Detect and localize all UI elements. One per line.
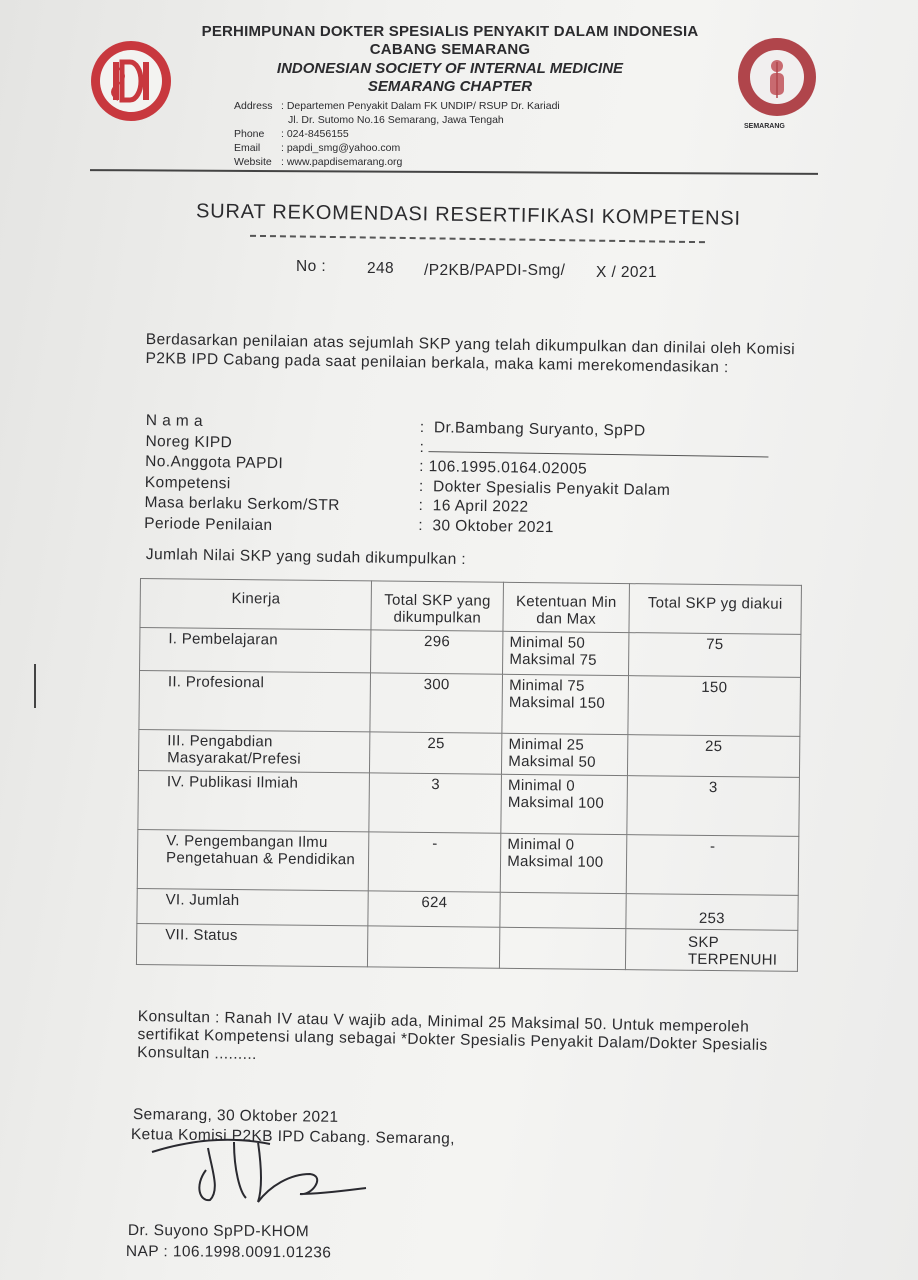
number-code: /P2KB/PAPDI-Smg/ (424, 262, 566, 279)
papdi-seal-icon (736, 36, 818, 118)
address-line1: : Departemen Penyakit Dalam FK UNDIP/ RSUP Dr. Kariadi (281, 100, 560, 112)
intro-paragraph: Berdasarkan penilaian atas sejumlah SKP yang telah dikumpulkan dan dinilai oleh Komisi P2KB IPD Cabang pada saat penilaian berkala, maka kami merekomendasikan : (145, 330, 796, 377)
phone-value: : 024-8456155 (281, 128, 349, 140)
signer-name: Dr. Suyono SpPD-KHOM (127, 1222, 310, 1241)
skp-table (136, 578, 802, 972)
header-divider (90, 169, 818, 175)
table-header-row (140, 579, 801, 635)
field-label-kompetensi: Kompetensi (144, 473, 231, 492)
seal-caption: SEMARANG (744, 123, 785, 130)
table-row: I. Pembelajaran 296 Minimal 50 Maksimal 75 75 (140, 628, 801, 678)
org-name-id: PERHIMPUNAN DOKTER SPESIALIS PENYAKIT DALAM INDONESIA (201, 23, 699, 40)
field-value-kompetensi: Dokter Spesialis Penyakit Dalam (432, 477, 671, 499)
table-row: II. Profesional 300 Minimal 75 Maksimal 150 150 (139, 671, 801, 737)
consultant-note: Konsultan : Ranah IV atau V wajib ada, Minimal 25 Maksimal 50. Untuk memperoleh sertifikat Kompetensi ulang sebagai *Dokter Spesialis Penyakit Dalam/Dokter Spesialis Konsultan ......... (137, 1008, 768, 1064)
col-diakui: Total SKP yg diakui (629, 584, 802, 635)
field-value-masa: 16 April 2022 (432, 497, 529, 516)
identity-labels (144, 411, 341, 537)
field-value-periode: 30 Oktober 2021 (432, 516, 555, 536)
email-label: Email (234, 142, 261, 154)
table-row: III. Pengabdian Masyarakat/Prefesi 25 Minimal 25 Maksimal 50 25 (138, 729, 799, 777)
website-value: : www.papdisemarang.org (281, 156, 403, 168)
org-name-en: INDONESIAN SOCIETY OF INTERNAL MEDICINE (276, 60, 624, 77)
number-period: X / 2021 (596, 264, 657, 281)
website-label: Website (234, 156, 272, 168)
margin-mark (34, 664, 36, 708)
title-underline (250, 235, 705, 243)
signature-icon (150, 1130, 380, 1220)
col-kinerja: Kinerja (140, 579, 372, 630)
identity-values: : Dr.Bambang Suryanto, SpPD : : 106.1995.0164.02005 : Dokter Spesialis Penyakit Dalam : 16 April 2022 : 30 Oktober 2021 (418, 418, 769, 540)
field-label-nama: N a m a (145, 411, 204, 430)
table-row: VII. Status SKP TERPENUHI (136, 923, 797, 971)
field-label-anggota: No.Anggota PAPDI (145, 452, 284, 473)
address-label: Address (234, 100, 273, 112)
table-row: VI. Jumlah 624 253 (137, 888, 798, 930)
number-label: No : (296, 258, 327, 275)
address-line2: Jl. Dr. Sutomo No.16 Semarang, Jawa Tengah (288, 114, 504, 126)
number-value: 248 (367, 260, 395, 277)
col-total: Total SKP yang dikumpulkan (371, 581, 503, 631)
doc-title: SURAT REKOMENDASI RESERTIFIKASI KOMPETENSI (195, 200, 741, 230)
field-label-periode: Periode Penilaian (144, 514, 273, 534)
signer-nap: NAP : 106.1998.0091.01236 (125, 1243, 332, 1262)
phone-label: Phone (234, 128, 265, 140)
org-branch-id: CABANG SEMARANG (369, 41, 531, 58)
place-date: Semarang, 30 Oktober 2021 (132, 1106, 339, 1126)
signer-role: Ketua Komisi P2KB IPD Cabang. Semarang, (130, 1126, 456, 1148)
table-row: IV. Publikasi Ilmiah 3 Minimal 0 Maksimal 100 3 (138, 770, 800, 836)
field-value-nama: Dr.Bambang Suryanto, SpPD (433, 419, 646, 440)
field-label-masa: Masa berlaku Serkom/STR (144, 493, 340, 515)
col-ketentuan: Ketentuan Min dan Max (503, 582, 629, 632)
idi-logo-icon (88, 38, 174, 124)
field-value-anggota: 106.1995.0164.02005 (428, 458, 588, 478)
table-row: V. Pengembangan Ilmu Pengetahuan & Pendidikan - Minimal 0 Maksimal 100 - (137, 829, 799, 895)
email-value: : papdi_smg@yahoo.com (281, 142, 401, 154)
field-label-noreg: Noreg KIPD (145, 432, 233, 451)
org-branch-en: SEMARANG CHAPTER (367, 78, 533, 95)
table-caption: Jumlah Nilai SKP yang sudah dikumpulkan : (145, 546, 467, 569)
